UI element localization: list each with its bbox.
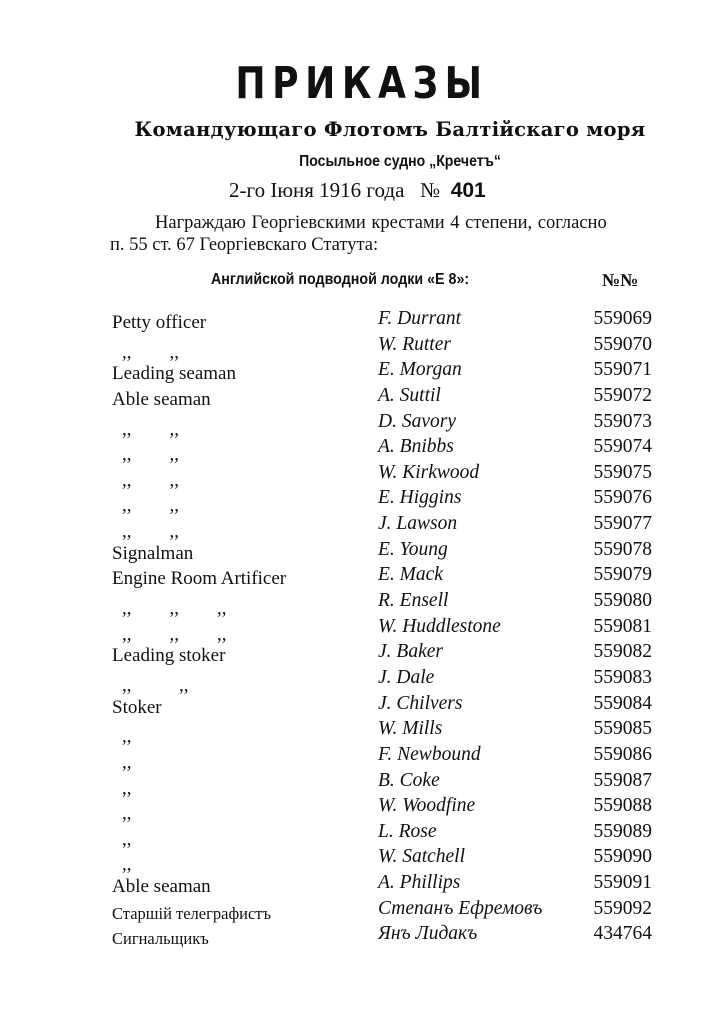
award-row xyxy=(0,436,724,466)
award-recipient-name: L. Rose xyxy=(378,820,437,842)
award-recipient-name: A. Bnibbs xyxy=(378,436,454,458)
award-recipient-name: R. Ensell xyxy=(378,590,449,612)
award-recipient-name: J. Baker xyxy=(378,641,443,663)
award-row xyxy=(0,795,724,825)
award-rank: Engine Room Artificer xyxy=(112,568,287,590)
award-cross-number: 559073 xyxy=(593,410,652,432)
award-recipient-name: J. Lawson xyxy=(378,513,458,535)
award-cross-number: 559076 xyxy=(593,487,652,509)
order-number: 401 xyxy=(450,179,486,202)
award-row xyxy=(0,743,724,773)
intro-paragraph xyxy=(110,212,650,256)
award-cross-number: 559087 xyxy=(593,769,652,791)
award-rank: Signalman xyxy=(112,542,194,564)
award-row xyxy=(0,769,724,799)
page-subtitle: Командующаго Флотомъ Балтійскаго моря xyxy=(134,118,646,141)
award-rank: Able seaman xyxy=(112,876,211,898)
award-recipient-name: W. Rutter xyxy=(378,333,451,355)
award-row xyxy=(0,846,724,876)
award-cross-number: 559074 xyxy=(593,436,652,458)
section-heading: Английской подводной лодки «Е 8»: xyxy=(211,271,470,288)
numbers-column-heading: №№ xyxy=(602,270,639,290)
award-cross-number: 559072 xyxy=(593,384,652,406)
award-recipient-name: A. Suttil xyxy=(378,384,441,406)
award-rank: Старшій телеграфистъ xyxy=(112,903,272,923)
award-row xyxy=(0,461,724,491)
award-cross-number: 559084 xyxy=(593,692,652,714)
award-recipient-name: J. Dale xyxy=(378,666,435,688)
award-row xyxy=(0,615,724,645)
award-rank: ,, xyxy=(122,751,132,773)
award-row xyxy=(0,872,724,898)
award-recipient-name: E. Higgins xyxy=(378,487,462,509)
award-cross-number: 559089 xyxy=(593,820,652,842)
award-recipient-name: B. Coke xyxy=(378,769,440,791)
award-row xyxy=(0,666,724,696)
award-cross-number: 559078 xyxy=(593,538,652,560)
award-recipient-name: F. Newbound xyxy=(378,743,481,765)
award-cross-number: 559070 xyxy=(593,333,652,355)
award-cross-number: 559090 xyxy=(593,846,652,868)
award-row xyxy=(0,820,724,850)
award-rank: ,, ,, xyxy=(122,444,179,466)
award-recipient-name: Степанъ Ефремовъ xyxy=(378,897,543,919)
award-rank: ,, ,, xyxy=(122,418,179,440)
award-rank: Able seaman xyxy=(112,388,211,410)
award-row xyxy=(0,385,724,411)
award-row xyxy=(0,923,724,949)
award-recipient-name: D. Savory xyxy=(378,410,456,432)
ship-name: Посыльное судно „Кречетъ“ xyxy=(299,153,501,170)
award-row xyxy=(0,410,724,440)
award-rank: ,, ,, xyxy=(122,521,179,543)
award-recipient-name: A. Phillips xyxy=(378,872,461,894)
award-row xyxy=(0,513,724,543)
award-rank: ,, ,, xyxy=(122,495,179,517)
intro-line-2: п. 55 ст. 67 Георгіевскаго Статута: xyxy=(110,235,379,255)
award-rank: Petty officer xyxy=(112,312,207,333)
intro-line-1: Награждаю Георгіевскими крестами 4 степени, согласно xyxy=(155,213,607,233)
award-recipient-name: E. Mack xyxy=(378,564,443,586)
award-recipient-name: E. Young xyxy=(378,538,448,560)
award-rank: ,, ,, ,, xyxy=(122,623,227,645)
award-row xyxy=(0,898,724,924)
award-rank: ,, ,, xyxy=(122,341,179,363)
award-cross-number: 559092 xyxy=(593,897,652,919)
award-cross-number: 559071 xyxy=(593,359,652,381)
order-dateline xyxy=(229,180,486,201)
awards-list xyxy=(0,308,724,949)
award-cross-number: 434764 xyxy=(593,923,652,945)
award-recipient-name: W. Huddlestone xyxy=(378,615,501,637)
award-recipient-name: E. Morgan xyxy=(378,359,462,381)
award-rank: ,, xyxy=(122,828,132,850)
award-recipient-name: J. Chilvers xyxy=(378,692,463,714)
award-rank: ,, ,, xyxy=(122,469,179,491)
award-row xyxy=(0,718,724,748)
order-date: 2-го Іюня 1916 года xyxy=(229,178,405,202)
award-row xyxy=(0,359,724,385)
award-cross-number: 559082 xyxy=(593,641,652,663)
award-rank: ,, ,, xyxy=(122,674,189,696)
award-cross-number: 559083 xyxy=(593,666,652,688)
award-cross-number: 559079 xyxy=(593,564,652,586)
award-recipient-name: W. Woodfine xyxy=(378,795,476,817)
award-row xyxy=(0,539,724,565)
award-rank: Leading seaman xyxy=(112,363,236,385)
award-rank: ,, xyxy=(122,854,132,876)
award-row xyxy=(0,564,724,590)
award-cross-number: 559077 xyxy=(593,513,652,535)
order-number-sign: № xyxy=(420,178,441,202)
award-cross-number: 559069 xyxy=(593,308,652,329)
award-cross-number: 559088 xyxy=(593,795,652,817)
award-rank: ,, xyxy=(122,803,132,825)
award-cross-number: 559080 xyxy=(593,590,652,612)
award-row xyxy=(0,693,724,719)
award-rank: Stoker xyxy=(112,696,162,718)
award-cross-number: 559081 xyxy=(593,615,652,637)
award-rank: Leading stoker xyxy=(112,645,226,667)
award-cross-number: 559091 xyxy=(593,872,652,894)
award-recipient-name: W. Kirkwood xyxy=(378,461,480,483)
award-rank: ,, xyxy=(122,726,132,748)
award-row xyxy=(0,333,724,363)
award-recipient-name: W. Satchell xyxy=(378,846,466,868)
award-rank: ,, ,, ,, xyxy=(122,598,227,620)
award-row xyxy=(0,487,724,517)
award-row xyxy=(0,590,724,620)
award-row xyxy=(0,308,724,334)
page-title: ПРИКАЗЫ xyxy=(235,58,489,109)
award-rank: ,, xyxy=(122,777,132,799)
award-cross-number: 559075 xyxy=(593,461,652,483)
award-recipient-name: W. Mills xyxy=(378,718,443,740)
award-cross-number: 559086 xyxy=(593,743,652,765)
award-recipient-name: F. Durrant xyxy=(378,308,462,329)
award-cross-number: 559085 xyxy=(593,718,652,740)
award-row xyxy=(0,641,724,667)
award-recipient-name: Янъ Лидакъ xyxy=(378,923,478,945)
award-rank: Сигнальщикъ xyxy=(112,929,209,949)
